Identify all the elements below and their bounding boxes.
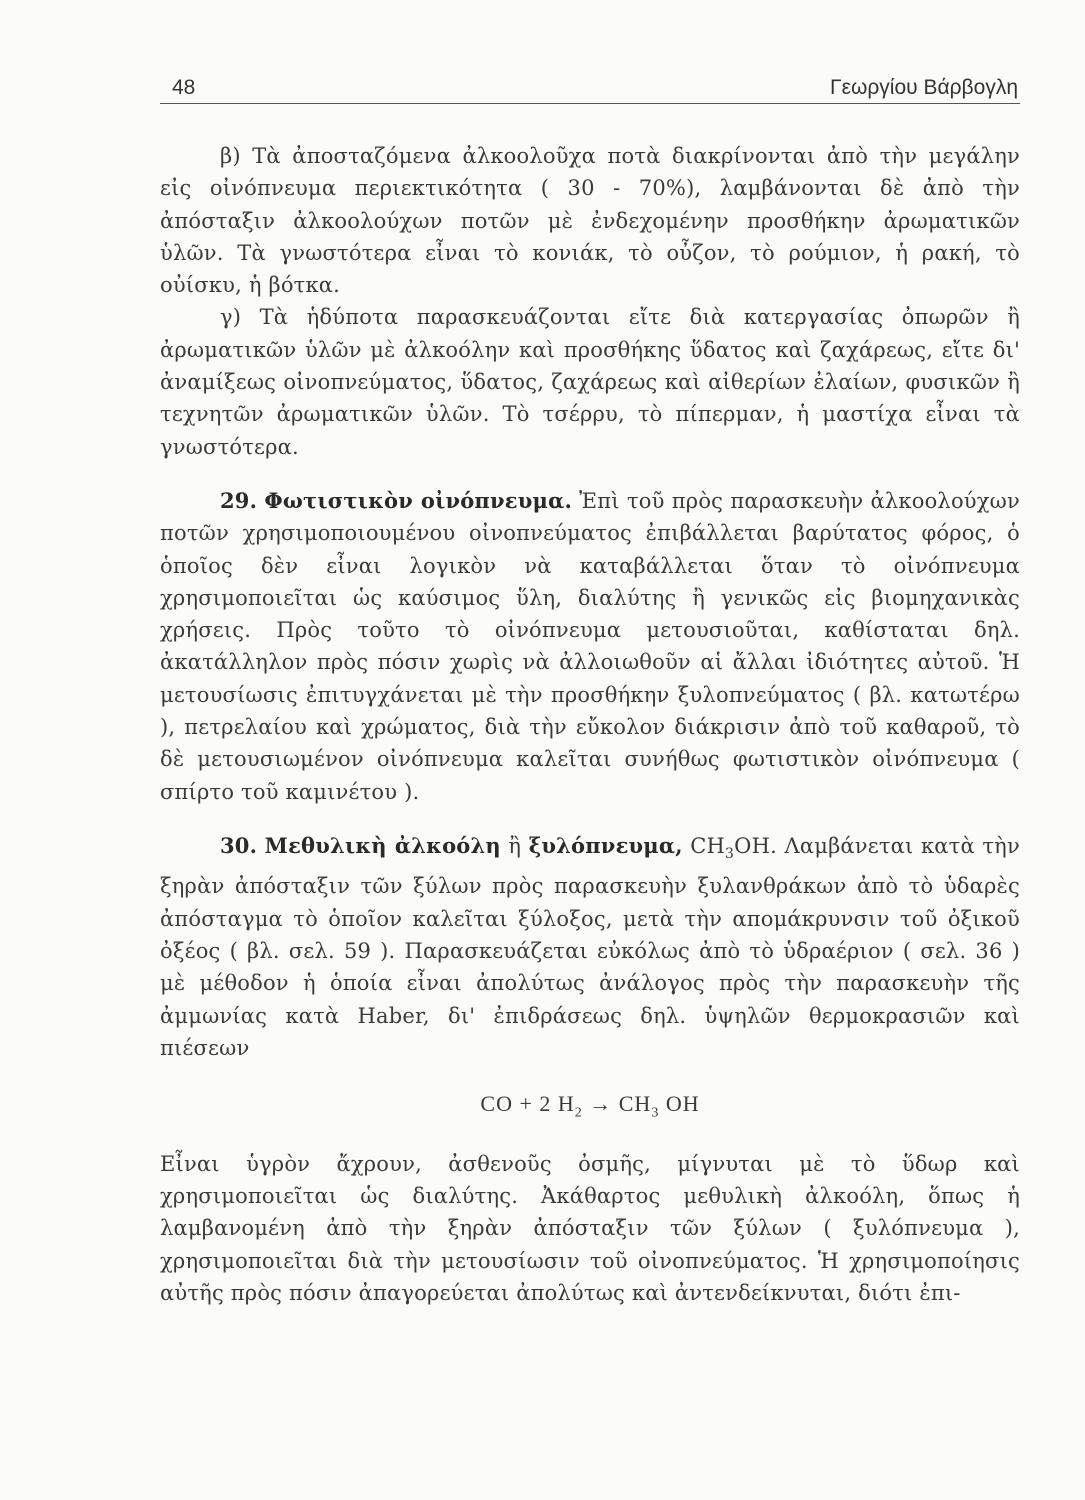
section-29-number: 29. <box>220 487 258 513</box>
section-30-number: 30. <box>220 832 258 858</box>
section-29-title: Φωτιστικὸν οἰνόπνευμα. <box>264 487 572 513</box>
equation-arrow: → <box>589 1091 613 1117</box>
closing-paragraph: Εἶναι ὑγρὸν ἄχρουν, ἀσθενοῦς ὀσμῆς, μίγνυται μὲ τὸ ὕδωρ καὶ χρησιμοποιεῖται ὡς διαλύτης. Ἀκάθαρτος μεθυλικὴ ἀλκοόλη, ὅπως ἡ λαμβανομένη ἀπὸ τὴν ξηρὰν ἀπόσταξιν τῶν ξύλων ( ξυλόπνευμα ), χρησιμοποιεῖται διὰ τὴν μετουσίωσιν τοῦ οἰνοπνεύματος. Ἡ χρησιμοποίησις αὐτῆς πρὸς πόσιν ἀπαγορεύεται ἀπολύτως καὶ ἀντενδείκνυται, διότι ἐπι- <box>160 1151 1020 1306</box>
equation-left-sub: 2 <box>574 1105 583 1121</box>
equation-right: CH <box>618 1091 652 1117</box>
page-header <box>172 66 1018 100</box>
paragraph-b: β) Τὰ ἀποσταζόμενα ἀλκοολοῦχα ποτὰ διακρίνονται ἀπὸ τὴν μεγάλην εἰς οἰνόπνευμα περιεκτικότητα ( 30 - 70%), λαμβάνονται δὲ ἀπὸ τὴν ἀπόσταξιν ἀλκοολούχων ποτῶν μὲ ἐνδεχομένην προσθήκην ἀρωματικῶν ὑλῶν. Τὰ γνωστότερα εἶναι τὸ κονιάκ, τὸ οὖζον, τὸ ρούμιον, ἡ ρακή, τὸ οὐίσκυ, ἡ βότκα. <box>160 144 1020 298</box>
body-text <box>160 140 1020 1309</box>
equation-right-end: OH <box>665 1091 700 1117</box>
section-30-body: Λαμβάνεται κατὰ τὴν ξηρὰν ἀπόσταξιν τῶν ξύλων πρὸς παρασκευὴν ξυλανθράκων ἀπὸ τὸ ὑδαρὲς ἀπόσταγμα τὸ ὁποῖον καλεῖται ξύλοξος, μετὰ τὴν απομάκρυνσιν τοῦ ὀξικοῦ ὀξέος ( βλ. σελ. 59 ). Παρασκευάζεται εὐκόλως ἀπὸ τὸ ὑδραέριον ( σελ. 36 ) μὲ μέθοδον ἡ ὁποία εἶναι ἀπολύτως ἀνάλογος πρὸς τὴν παρασκευὴν τῆς ἀμμωνίας κατὰ Haber, δι' ἐπιδράσεως δηλ. ὑψηλῶν θερμοκρασιῶν καὶ πιέσεων <box>160 833 1020 1060</box>
section-30-title: Μεθυλικὴ ἀλκοόλη <box>264 832 501 858</box>
section-30-formula-prefix: CH <box>690 833 726 858</box>
section-29-body: Ἐπὶ τοῦ πρὸς παρασκευὴν ἀλκοολούχων ποτῶν χρησιμοποιουμένου οἰνοπνεύματος ἐπιβάλλεται βαρύτατος φόρος, ὁ ὁποῖος δὲν εἶναι λογικὸν νὰ καταβάλλεται ὅταν τὸ οἰνόπνευμα χρησιμοποιεῖται ὡς καύσιμος ὕλη, διαλύτης ἢ γενικῶς εἰς βιομηχανικὰς χρήσεις. Πρὸς τοῦτο τὸ οἰνόπνευμα μετουσιοῦται, καθίσταται δηλ. ἀκατάλληλον πρὸς πόσιν χωρὶς νὰ ἀλλοιωθοῦν αἱ ἄλλαι ἰδιότητες αὐτοῦ. Ἡ μετουσίωσις ἐπιτυγχάνεται μὲ τὴν προσθήκην ξυλοπνεύματος ( βλ. κατωτέρω ), πετρελαίου καὶ χρώματος, διὰ τὴν εὔκολον διάκρισιν ἀπὸ τοῦ καθαροῦ, τὸ δὲ μετουσιωμένον οἰνόπνευμα καλεῖται συνήθως φωτιστικὸν οἰνόπνευμα ( σπίρτο τοῦ καμινέτου ). <box>160 488 1020 804</box>
section-30-formula-suffix: OH. <box>734 833 777 858</box>
running-title: Γεωργίου Βάρβογλη <box>830 76 1018 99</box>
page-number: 48 <box>172 76 196 99</box>
section-30-formula-sub: 3 <box>725 846 735 863</box>
section-30-title2: ξυλόπνευμα, <box>528 832 683 858</box>
header-rule <box>160 103 1020 104</box>
equation-right-sub: 3 <box>651 1105 660 1121</box>
section-30 <box>160 830 1020 1064</box>
section-29 <box>160 485 1020 808</box>
equation-left: CO + 2 H <box>480 1091 575 1117</box>
section-30-title-conj: ἢ <box>508 833 522 858</box>
paragraph-c: γ) Τὰ ἡδύποτα παρασκευάζονται εἴτε διὰ κατεργασίας ὀπωρῶν ἢ ἀρωματικῶν ὑλῶν μὲ ἀλκοόλην καὶ προσθήκης ὕδατος καὶ ζαχάρεως, εἴτε δι' ἀναμίξεως οἰνοπνεύματος, ὕδατος, ζαχάρεως καὶ αἰθερίων ἐλαίων, φυσικῶν ἢ τεχνητῶν ἀρωματικῶν ὑλῶν. Τὸ τσέρρυ, τὸ πίπερμαν, ἡ μαστίχα εἶναι τὰ γνωστότερα. <box>160 305 1020 459</box>
chemical-equation <box>160 1088 1020 1130</box>
